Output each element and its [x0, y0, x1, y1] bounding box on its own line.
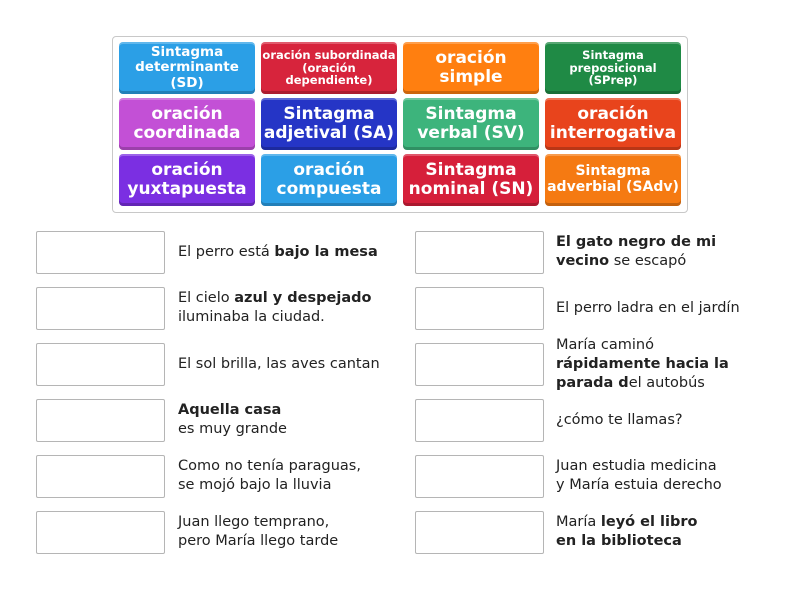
- answer-tile[interactable]: [261, 154, 397, 206]
- tile-label: oración compuesta: [276, 159, 382, 199]
- highlighted-phrase: leyó el libro en la biblioteca: [556, 514, 698, 549]
- highlighted-phrase: azul y despejado: [234, 290, 372, 306]
- highlighted-phrase: bajo la mesa: [274, 243, 378, 260]
- drop-zone[interactable]: [415, 399, 544, 442]
- answer-tile[interactable]: [261, 42, 397, 94]
- sentence-segment: Juan estudia medicina y María estuia derecho: [556, 458, 722, 493]
- sentence-segment: se escapó: [609, 253, 687, 269]
- tile-label: oración simple: [435, 47, 507, 87]
- drop-zone[interactable]: [415, 287, 544, 330]
- answer-tile[interactable]: [403, 42, 539, 94]
- tile-label: Sintagma verbal (SV): [417, 103, 525, 143]
- sentence-text: [556, 287, 740, 329]
- drop-zone[interactable]: [415, 511, 544, 554]
- tile-label: oración coordinada: [133, 103, 241, 143]
- drop-zone[interactable]: [415, 455, 544, 498]
- drop-zone[interactable]: [36, 399, 165, 442]
- sentence-segment: María: [556, 514, 601, 530]
- sentence-text: [178, 399, 287, 441]
- sentence-segment: Como no tenía paraguas, se mojó bajo la lluvia: [178, 458, 361, 493]
- answer-tiles-panel: [112, 36, 688, 213]
- sentence-text: [556, 399, 683, 441]
- sentence-text: [178, 343, 380, 385]
- drop-zone[interactable]: [415, 343, 544, 386]
- answer-tile[interactable]: [261, 98, 397, 150]
- sentence-text: [178, 455, 361, 497]
- tile-label: oración yuxtapuesta: [127, 159, 247, 199]
- sentence-segment: El sol brilla, las aves cantan: [178, 355, 380, 372]
- answer-tile[interactable]: [545, 42, 681, 94]
- sentence-text: [556, 231, 716, 273]
- drop-zone[interactable]: [36, 511, 165, 554]
- answer-tile[interactable]: [119, 98, 255, 150]
- tile-label: oración interrogativa: [549, 103, 677, 143]
- tile-label: Sintagma nominal (SN): [408, 159, 534, 199]
- drop-zone[interactable]: [36, 455, 165, 498]
- sentence-text: [556, 455, 722, 497]
- sentence-text: [556, 511, 697, 553]
- sentence-segment: iluminaba la ciudad.: [178, 309, 325, 325]
- sentence-text: [178, 287, 371, 329]
- answer-tile[interactable]: [403, 98, 539, 150]
- highlighted-phrase: Aquella casa: [178, 402, 282, 418]
- answer-tile[interactable]: [119, 42, 255, 94]
- tile-label: Sintagma adverbial (SAdv): [547, 163, 679, 195]
- answer-tile[interactable]: [403, 154, 539, 206]
- sentence-segment: El perro está: [178, 243, 275, 260]
- sentence-segment: el autobús: [628, 374, 705, 391]
- tile-label: Sintagma determinante (SD): [135, 44, 239, 91]
- sentence-segment: ¿cómo te llamas?: [556, 411, 683, 428]
- sentence-segment: El perro ladra en el jardín: [556, 299, 740, 316]
- drop-zone[interactable]: [36, 287, 165, 330]
- tile-label: Sintagma preposicional (SPrep): [569, 47, 657, 88]
- drop-zone[interactable]: [36, 343, 165, 386]
- tile-label: Sintagma adjetival (SA): [263, 103, 395, 143]
- answer-tile[interactable]: [119, 154, 255, 206]
- sentence-segment: María caminó: [556, 336, 654, 353]
- drop-zone[interactable]: [415, 231, 544, 274]
- sentence-segment: Juan llego temprano, pero María llego tarde: [178, 514, 339, 549]
- sentence-segment: El cielo: [178, 290, 235, 306]
- sentence-text: [178, 231, 378, 273]
- highlighted-phrase: rápidamente hacia la parada d: [556, 355, 729, 391]
- sentence-segment: es muy grande: [178, 421, 287, 437]
- tile-label: oración subordinada (oración dependiente): [262, 47, 396, 88]
- answer-tile[interactable]: [545, 154, 681, 206]
- drop-zone[interactable]: [36, 231, 165, 274]
- sentence-text: [178, 511, 338, 553]
- answer-tile[interactable]: [545, 98, 681, 150]
- sentence-text: [556, 336, 729, 391]
- highlighted-phrase: El gato negro de mi vecino: [556, 234, 717, 269]
